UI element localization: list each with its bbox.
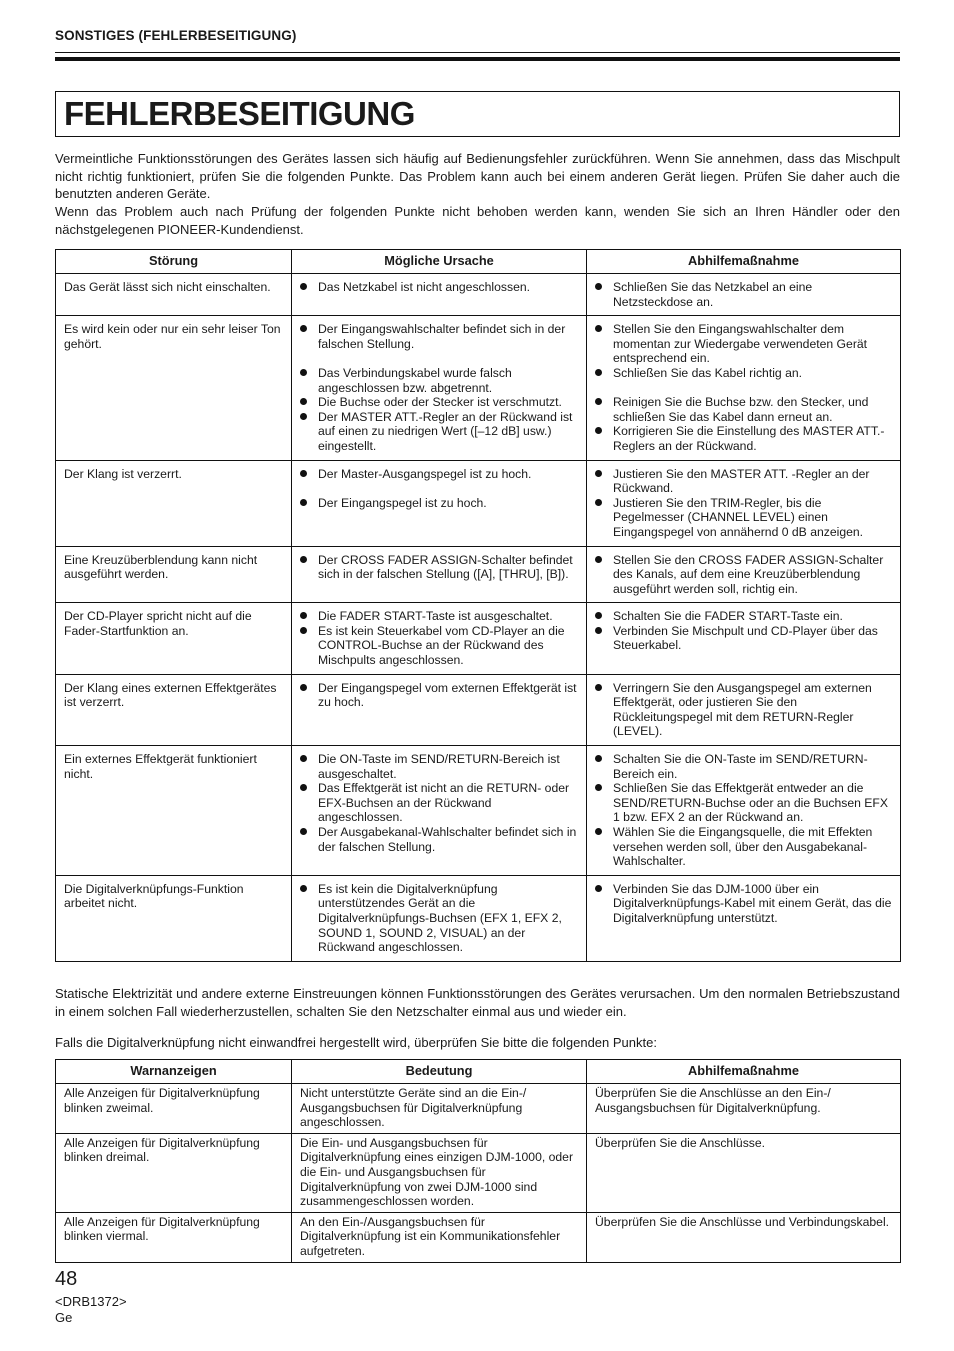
remedy-item: Schalten Sie die ON-Taste im SEND/RETURN-Bereich ein. bbox=[595, 752, 892, 781]
remedy-cell bbox=[587, 546, 901, 603]
cause-item: Der MASTER ATT.-Regler an der Rückwand ist auf einen zu niedrigen Wert ([–12 dB] usw.) eingestellt. bbox=[300, 410, 578, 454]
column-header-warning: Warnanzeigen bbox=[56, 1060, 292, 1084]
remedy-item: Wählen Sie die Eingangsquelle, die mit Effekten versehen werden soll, über den Ausgabekanal-Wahlschalter. bbox=[595, 825, 892, 869]
table-row bbox=[56, 746, 901, 876]
meaning-cell: Nicht unterstützte Geräte sind an die Ein-/ Ausgangsbuchsen für Digitalverknüpfung angeschlossen. bbox=[292, 1084, 587, 1134]
table-row bbox=[56, 603, 901, 674]
remedy-cell: Überprüfen Sie die Anschlüsse. bbox=[587, 1133, 901, 1212]
problem-cell: Der CD-Player spricht nicht auf die Fader-Startfunktion an. bbox=[56, 603, 292, 674]
table-row bbox=[56, 460, 901, 546]
cause-item: Der CROSS FADER ASSIGN-Schalter befindet sich in der falschen Stellung ([A], [THRU], [B]). bbox=[300, 553, 578, 582]
intro-paragraph-1: Vermeintliche Funktionsstörungen des Gerätes lassen sich häufig auf Bedienungsfehler zurückführen. Wenn Sie annehmen, dass das Mischpult nicht richtig funktioniert, prüfen Sie die folgenden Punkte. Das Problem kann auch bei einem anderen Gerät liegen. Prüfen Sie daher auch die benutzten anderen Geräte. bbox=[55, 151, 900, 201]
meaning-cell: An den Ein-/Ausgangsbuchsen für Digitalverknüpfung ist ein Kommunikationsfehler aufgetreten. bbox=[292, 1212, 587, 1262]
warning-cell: Alle Anzeigen für Digitalverknüpfung blinken zweimal. bbox=[56, 1084, 292, 1134]
problem-cell: Eine Kreuzüberblendung kann nicht ausgeführt werden. bbox=[56, 546, 292, 603]
header-rule-thin bbox=[55, 52, 900, 53]
troubleshooting-table bbox=[55, 249, 901, 962]
table-row bbox=[56, 316, 901, 460]
remedy-item: Justieren Sie den MASTER ATT. -Regler an der Rückwand. bbox=[595, 467, 892, 496]
cause-item: Die ON-Taste im SEND/RETURN-Bereich ist ausgeschaltet. bbox=[300, 752, 578, 781]
remedy-item: Korrigieren Sie die Einstellung des MASTER ATT.-Reglers an der Rückwand. bbox=[595, 424, 892, 453]
table-row bbox=[56, 1133, 901, 1212]
cause-cell bbox=[292, 274, 587, 316]
column-header-cause: Mögliche Ursache bbox=[292, 250, 587, 274]
table-header-row bbox=[56, 250, 901, 274]
table-header-row bbox=[56, 1060, 901, 1084]
table-row bbox=[56, 1084, 901, 1134]
table-row bbox=[56, 875, 901, 961]
cause-item: Es ist kein die Digitalverknüpfung unterstützendes Gerät an die Digitalverknüpfungs-Buchsen (EFX 1, EFX 2, SOUND 1, SOUND 2, VISUAL) an der Rückwand angeschlossen. bbox=[300, 882, 578, 955]
intro-paragraph-2: Wenn das Problem auch nach Prüfung der folgenden Punkte nicht behoben werden kann, wenden Sie sich an Ihren Händler oder den nächstgelegenen PIONEER-Kundendienst. bbox=[55, 204, 900, 237]
problem-cell: Der Klang ist verzerrt. bbox=[56, 460, 292, 546]
remedy-cell bbox=[587, 460, 901, 546]
table-row bbox=[56, 1212, 901, 1262]
remedy-item: Stellen Sie den Eingangswahlschalter dem momentan zur Wiedergabe verwendeten Gerät entsprechend ein. bbox=[595, 322, 892, 366]
cause-item: Das Verbindungskabel wurde falsch angeschlossen bzw. abgetrennt. bbox=[300, 366, 578, 395]
column-header-meaning: Bedeutung bbox=[292, 1060, 587, 1084]
table-row bbox=[56, 274, 901, 316]
cause-cell bbox=[292, 875, 587, 961]
column-header-remedy: Abhilfemaßnahme bbox=[587, 250, 901, 274]
remedy-cell bbox=[587, 875, 901, 961]
remedy-cell bbox=[587, 746, 901, 876]
remedy-cell bbox=[587, 316, 901, 460]
cause-item: Der Master-Ausgangspegel ist zu hoch. bbox=[300, 467, 578, 482]
meaning-cell: Die Ein- und Ausgangsbuchsen für Digitalverknüpfung eines einzigen DJM-1000, oder die Ein- und Ausgangsbuchsen für Digitalverknüpfung von zwei DJM-1000 sind zusammengeschlossen worden. bbox=[292, 1133, 587, 1212]
cause-item: Das Effektgerät ist nicht an die RETURN- oder EFX-Buchsen an der Rückwand angeschlossen. bbox=[300, 781, 578, 825]
remedy-item: Schließen Sie das Kabel richtig an. bbox=[595, 366, 892, 381]
cause-cell bbox=[292, 546, 587, 603]
remedy-item: Schalten Sie die FADER START-Taste ein. bbox=[595, 609, 892, 624]
digital-link-table bbox=[55, 1059, 901, 1263]
cause-item: Der Ausgabekanal-Wahlschalter befindet sich in der falschen Stellung. bbox=[300, 825, 578, 854]
document-code bbox=[55, 1294, 127, 1326]
page-number: 48 bbox=[55, 1268, 78, 1290]
problem-cell: Es wird kein oder nur ein sehr leiser Ton gehört. bbox=[56, 316, 292, 460]
problem-cell: Das Gerät lässt sich nicht einschalten. bbox=[56, 274, 292, 316]
warning-cell: Alle Anzeigen für Digitalverknüpfung blinken viermal. bbox=[56, 1212, 292, 1262]
table-row bbox=[56, 546, 901, 603]
cause-item: Die Buchse oder der Stecker ist verschmutzt. bbox=[300, 395, 578, 410]
remedy-item: Schließen Sie das Netzkabel an eine Netzsteckdose an. bbox=[595, 280, 892, 309]
cause-cell bbox=[292, 316, 587, 460]
column-header-problem: Störung bbox=[56, 250, 292, 274]
cause-item: Es ist kein Steuerkabel vom CD-Player an die CONTROL-Buchse an der Rückwand des Mischpults angeschlossen. bbox=[300, 624, 578, 668]
cause-cell bbox=[292, 746, 587, 876]
cause-cell bbox=[292, 674, 587, 745]
header-rule-thick bbox=[55, 57, 900, 61]
remedy-cell: Überprüfen Sie die Anschlüsse an den Ein-/ Ausgangsbuchsen für Digitalverknüpfung. bbox=[587, 1084, 901, 1134]
cause-item: Der Eingangspegel vom externen Effektgerät ist zu hoch. bbox=[300, 681, 578, 710]
remedy-item: Verbinden Sie das DJM-1000 über ein Digitalverknüpfungs-Kabel mit einem Gerät, das die Digitalverknüpfung unterstützt. bbox=[595, 882, 892, 926]
remedy-item: Reinigen Sie die Buchse bzw. den Stecker, und schließen Sie das Kabel dann erneut an. bbox=[595, 395, 892, 424]
digital-link-intro: Falls die Digitalverknüpfung nicht einwandfrei hergestellt wird, überprüfen Sie bitte die folgenden Punkte: bbox=[55, 1035, 657, 1050]
page-title-box bbox=[55, 91, 900, 137]
remedy-item: Verringern Sie den Ausgangspegel am externen Effektgerät, oder justieren Sie den Rückleitungspegel mit dem RETURN-Regler (LEVEL). bbox=[595, 681, 892, 739]
remedy-item: Schließen Sie das Effektgerät entweder an die SEND/RETURN-Buchse oder an die Buchsen EFX 1 bzw. EFX 2 an der Rückwand an. bbox=[595, 781, 892, 825]
problem-cell: Ein externes Effektgerät funktioniert nicht. bbox=[56, 746, 292, 876]
remedy-item: Justieren Sie den TRIM-Regler, bis die Pegelmesser (CHANNEL LEVEL) einen Eingangspegel von annähernd 0 dB anzeigen. bbox=[595, 496, 892, 540]
document-id: <DRB1372> bbox=[55, 1294, 127, 1309]
remedy-item: Stellen Sie den CROSS FADER ASSIGN-Schalter des Kanals, auf dem eine Kreuzüberblendung ausgeführt werden soll, richtig ein. bbox=[595, 553, 892, 597]
page-title: FEHLERBESEITIGUNG bbox=[64, 95, 415, 132]
cause-item: Das Netzkabel ist nicht angeschlossen. bbox=[300, 280, 578, 295]
remedy-cell bbox=[587, 603, 901, 674]
remedy-cell bbox=[587, 674, 901, 745]
remedy-item: Verbinden Sie Mischpult und CD-Player über das Steuerkabel. bbox=[595, 624, 892, 653]
cause-item: Der Eingangswahlschalter befindet sich in der falschen Stellung. bbox=[300, 322, 578, 351]
language-code: Ge bbox=[55, 1310, 73, 1325]
cause-cell bbox=[292, 460, 587, 546]
column-header-remedy: Abhilfemaßnahme bbox=[587, 1060, 901, 1084]
cause-cell bbox=[292, 603, 587, 674]
remedy-cell bbox=[587, 274, 901, 316]
table-row bbox=[56, 674, 901, 745]
section-label: SONSTIGES (FEHLERBESEITIGUNG) bbox=[55, 28, 297, 43]
warning-cell: Alle Anzeigen für Digitalverknüpfung blinken dreimal. bbox=[56, 1133, 292, 1212]
cause-item: Die FADER START-Taste ist ausgeschaltet. bbox=[300, 609, 578, 624]
remedy-cell: Überprüfen Sie die Anschlüsse und Verbindungskabel. bbox=[587, 1212, 901, 1262]
note-paragraph: Statische Elektrizität und andere externe Einstreuungen können Funktionsstörungen des Gerätes verursachen. Um den normalen Betriebszustand in einem solchen Fall wiederherzustellen, schalten Sie den Netzschalter einmal aus und wieder ein. bbox=[55, 986, 900, 1019]
problem-cell: Der Klang eines externen Effektgerätes ist verzerrt. bbox=[56, 674, 292, 745]
problem-cell: Die Digitalverknüpfungs-Funktion arbeitet nicht. bbox=[56, 875, 292, 961]
cause-item: Der Eingangspegel ist zu hoch. bbox=[300, 496, 578, 511]
